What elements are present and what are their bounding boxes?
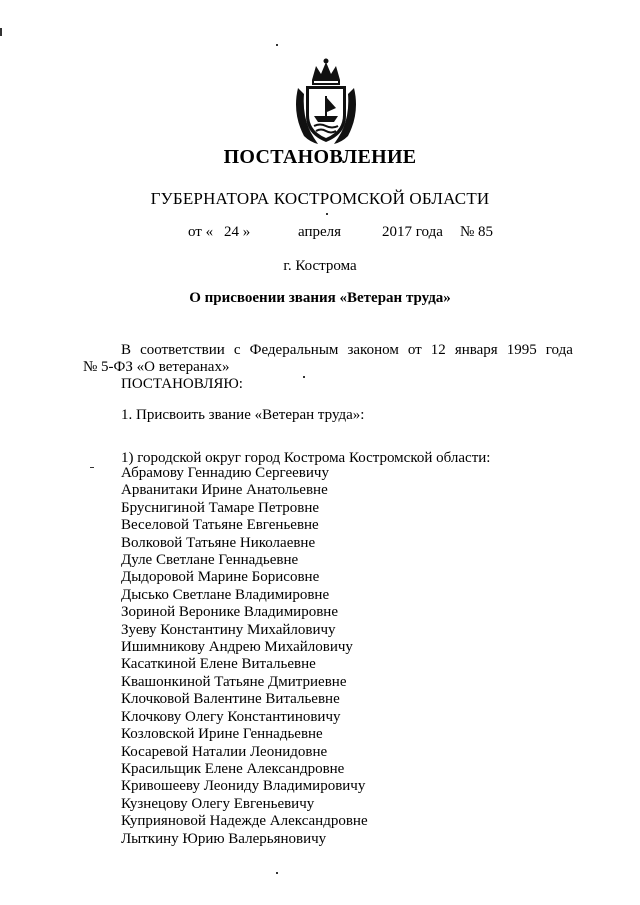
awardee-name: Арванитаки Ирине Анатольевне [121, 482, 328, 499]
date-year: 2017 года [382, 224, 443, 240]
document-number: № 85 [460, 224, 494, 240]
preamble-word: соответствии [140, 342, 225, 358]
awardee-name: Веселовой Татьяне Евгеньевне [121, 517, 319, 534]
date-from-label: от « [188, 224, 214, 240]
preamble-word: от [407, 342, 422, 358]
awardee-name: Квашонкиной Татьяне Дмитриевне [121, 673, 347, 690]
scan-speck [326, 213, 328, 215]
scan-speck [276, 44, 278, 46]
awardee-name: Абрамову Геннадию Сергеевичу [121, 465, 329, 481]
awardee-name: Дыдоровой Марине Борисовне [121, 569, 320, 586]
preamble-word: 12 [430, 342, 446, 358]
document-subject: О присвоении звания «Ветеран труда» [189, 290, 451, 306]
awardee-name: Кузнецову Олегу Евгеньевичу [121, 795, 315, 812]
preamble-line-2: № 5-ФЗ «О ветеранах» [83, 359, 230, 375]
preamble-word: 1995 [506, 342, 537, 358]
awardee-name: Кривошееву Леониду Владимировичу [121, 778, 366, 795]
awardee-name: Зуеву Константину Михайловичу [121, 621, 336, 638]
preamble-word: с [233, 342, 241, 358]
date-month: апреля [298, 224, 342, 240]
awardee-name: Ишимникову Андрею Михайловичу [121, 639, 353, 656]
subclause-1: 1) городской округ город Кострома Костромской области: [121, 450, 491, 466]
scan-speck [303, 376, 305, 378]
resolution-keyword: ПОСТАНОВЛЯЮ: [121, 376, 243, 392]
document-title: ПОСТАНОВЛЕНИЕ [223, 146, 417, 168]
awardee-list [121, 465, 368, 848]
preamble-word: года [545, 342, 573, 358]
preamble-line-1 [83, 342, 573, 359]
awardee-name: Бруснигиной Тамаре Петровне [121, 499, 320, 516]
preamble-word: Федеральным [249, 342, 339, 358]
awardee-name: Клочковой Валентине Витальевне [121, 691, 340, 708]
issuer-title: ГУБЕРНАТОРА КОСТРОМСКОЙ ОБЛАСТИ [150, 189, 490, 208]
awardee-name: Красильщик Елене Александровне [121, 760, 345, 777]
date-line [0, 224, 640, 246]
scan-speck [0, 28, 2, 36]
city-line: г. Кострома [283, 258, 357, 274]
awardee-name: Косаревой Наталии Леонидовне [121, 743, 328, 760]
scan-speck [276, 872, 278, 874]
awardee-name: Дуле Светлане Геннадьевне [121, 552, 299, 569]
awardee-name: Волковой Татьяне Николаевне [121, 534, 316, 551]
awardee-name: Касаткиной Елене Витальевне [121, 656, 316, 673]
awardee-name: Клочкову Олегу Константиновичу [121, 708, 341, 725]
preamble [83, 342, 573, 393]
awardee-name: Козловской Ирине Геннадьевне [121, 726, 323, 743]
awardee-name: Зориной Веронике Владимировне [121, 604, 338, 621]
coat-of-arms-icon [290, 58, 362, 146]
scan-speck [90, 467, 94, 468]
preamble-word: В [121, 342, 132, 358]
date-day: 24 » [224, 224, 251, 240]
preamble-word: законом [347, 342, 399, 358]
clause-1: 1. Присвоить звание «Ветеран труда»: [121, 407, 365, 423]
awardee-name: Лыткину Юрию Валерьяновичу [121, 830, 327, 847]
preamble-word: января [454, 342, 498, 358]
awardee-name: Куприяновой Надежде Александровне [121, 813, 368, 830]
awardee-name: Дысько Светлане Владимировне [121, 586, 330, 603]
